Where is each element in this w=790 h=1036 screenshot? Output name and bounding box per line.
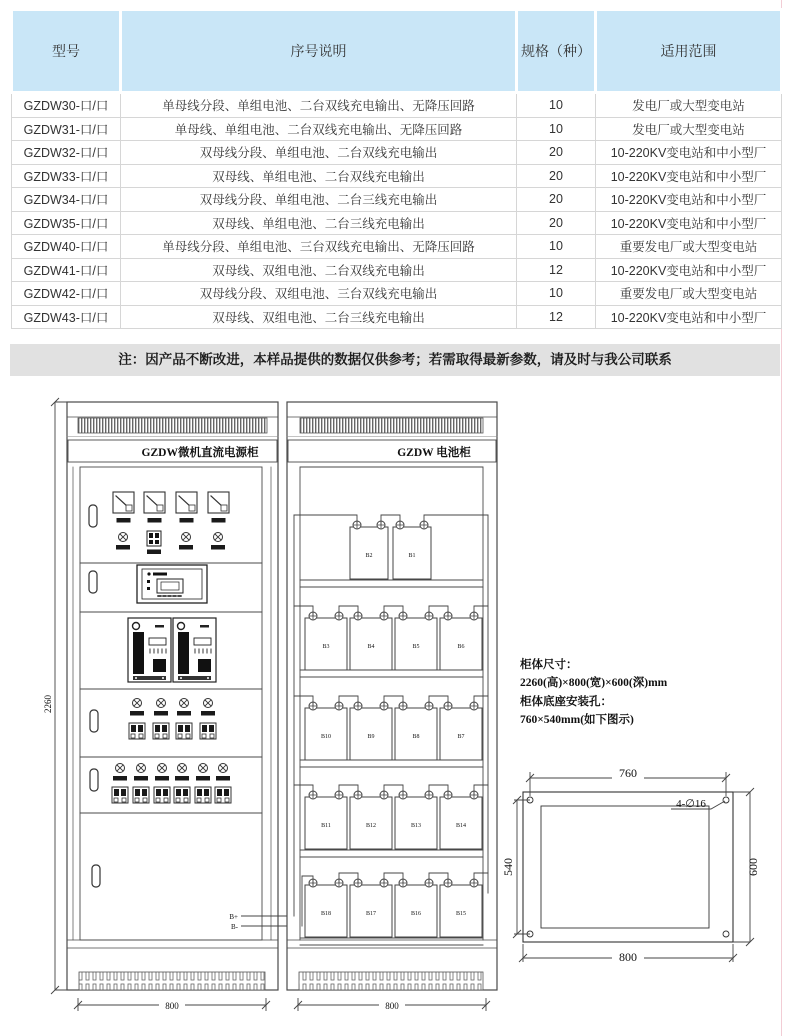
cell-model: GZDW34-口/口 — [12, 188, 121, 212]
cell-desc: 单母线分段、单组电池、三台双线充电输出、无降压回路 — [121, 235, 517, 259]
base-top-dim: 760 — [619, 766, 637, 780]
cell-model: GZDW40-口/口 — [12, 235, 121, 259]
battery-label: B5 — [412, 644, 420, 650]
cell-spec: 20 — [517, 211, 596, 235]
door-handle — [89, 571, 97, 593]
specs-line: 柜体底座安装孔： — [520, 695, 612, 708]
cell-spec: 20 — [517, 188, 596, 212]
circuit-breaker — [129, 723, 145, 739]
bottom-vent-grille — [79, 972, 265, 990]
cell-spec: 10 — [517, 282, 596, 306]
battery-label: B7 — [457, 734, 465, 740]
battery — [395, 791, 437, 849]
header-spec: 规格（种） — [517, 10, 596, 93]
battery — [395, 702, 437, 760]
battery-label: B14 — [455, 823, 467, 829]
power-cabinet — [67, 402, 278, 990]
table-row — [12, 164, 782, 188]
battery — [395, 879, 437, 937]
cell-model: GZDW32-口/口 — [12, 141, 121, 165]
power-cabinet-title: GZDW微机直流电源柜 — [141, 447, 259, 459]
battery-label: B18 — [320, 911, 332, 917]
header-model: 型号 — [12, 10, 121, 93]
battery — [440, 879, 482, 937]
battery-label: B10 — [320, 734, 332, 740]
table-row — [12, 93, 782, 118]
battery — [350, 791, 392, 849]
cell-range: 10-220KV变电站和中小型厂 — [596, 258, 782, 282]
cell-spec: 20 — [517, 164, 596, 188]
cell-model: GZDW31-口/口 — [12, 117, 121, 141]
bottom-vent-grille — [299, 972, 483, 990]
door-handle — [90, 710, 98, 732]
left-width-label: 800 — [165, 1001, 179, 1011]
base-right-dim: 600 — [746, 858, 760, 876]
cell-range: 10-220KV变电站和中小型厂 — [596, 164, 782, 188]
cell-desc: 单母线、单组电池、二台双线充电输出、无降压回路 — [121, 117, 517, 141]
note-bar: 注：因产品不断改进，本样品提供的数据仅供参考；若需取得最新参数，请及时与我公司联系 — [10, 344, 780, 376]
battery-label: B9 — [367, 734, 375, 740]
battery-label: B3 — [322, 644, 330, 650]
cell-range: 10-220KV变电站和中小型厂 — [596, 305, 782, 329]
cell-model: GZDW35-口/口 — [12, 211, 121, 235]
cell-spec: 10 — [517, 235, 596, 259]
width-dimension-left — [74, 998, 270, 1011]
right-width-label: 800 — [385, 1001, 399, 1011]
header-description: 序号说明 — [121, 10, 517, 93]
mounting-holes-callout: 4-∅16 — [676, 798, 706, 810]
battery — [440, 702, 482, 760]
battery — [350, 612, 392, 670]
circuit-breaker — [154, 787, 170, 803]
cell-spec: 12 — [517, 258, 596, 282]
battery-label: B16 — [410, 911, 422, 917]
cell-range: 重要发电厂或大型变电站 — [596, 282, 782, 306]
width-dimension-right — [294, 998, 490, 1011]
cell-desc: 双母线分段、双组电池、三台双线充电输出 — [121, 282, 517, 306]
charger-module — [128, 618, 171, 682]
battery — [440, 791, 482, 849]
cell-spec: 10 — [517, 117, 596, 141]
circuit-breaker — [176, 723, 192, 739]
cell-model: GZDW41-口/口 — [12, 258, 121, 282]
battery — [305, 791, 347, 849]
table-header-row — [12, 10, 782, 93]
battery — [393, 521, 431, 579]
battery-label: B13 — [410, 823, 422, 829]
door-handle — [89, 505, 97, 527]
cell-model: GZDW43-口/口 — [12, 305, 121, 329]
cell-desc: 单母线分段、单组电池、二台双线充电输出、无降压回路 — [121, 93, 517, 118]
cell-desc: 双母线分段、单组电池、二台三线充电输出 — [121, 188, 517, 212]
cell-range: 10-220KV变电站和中小型厂 — [596, 211, 782, 235]
battery-label: B1 — [408, 553, 416, 559]
charger-module — [173, 618, 216, 682]
table-row — [12, 282, 782, 306]
base-mounting-diagram — [501, 766, 760, 964]
b-plus-label: B+ — [229, 913, 238, 921]
cell-desc: 双母线分段、单组电池、二台双线充电输出 — [121, 141, 517, 165]
door-handle — [92, 865, 100, 887]
top-vent-grille — [300, 418, 483, 433]
battery — [350, 702, 392, 760]
cell-range: 10-220KV变电站和中小型厂 — [596, 188, 782, 212]
cell-spec: 10 — [517, 93, 596, 118]
table-row — [12, 258, 782, 282]
battery-label: B12 — [365, 823, 377, 829]
cell-range: 10-220KV变电站和中小型厂 — [596, 141, 782, 165]
battery-cabinet-title: GZDW 电池柜 — [397, 447, 471, 459]
cell-range: 发电厂或大型变电站 — [596, 117, 782, 141]
battery-label: B17 — [365, 911, 377, 917]
table-row — [12, 235, 782, 259]
cell-range: 重要发电厂或大型变电站 — [596, 235, 782, 259]
monitor-unit — [137, 565, 207, 603]
battery-label: B6 — [457, 644, 465, 650]
cell-spec: 12 — [517, 305, 596, 329]
circuit-breaker — [200, 723, 216, 739]
battery-label: B15 — [455, 911, 467, 917]
cell-range: 发电厂或大型变电站 — [596, 93, 782, 118]
cell-desc: 双母线、单组电池、二台三线充电输出 — [121, 211, 517, 235]
specs-line: 2260(高)×800(宽)×600(深)mm — [520, 677, 668, 690]
b-minus-label: B- — [231, 923, 238, 931]
circuit-breaker — [153, 723, 169, 739]
battery — [350, 521, 388, 579]
base-left-dim: 540 — [501, 858, 515, 876]
battery — [305, 879, 347, 937]
circuit-breaker — [195, 787, 211, 803]
door-handle — [90, 769, 98, 791]
cabinet-specs-block — [520, 656, 750, 730]
cell-model: GZDW42-口/口 — [12, 282, 121, 306]
battery — [350, 879, 392, 937]
top-vent-grille — [78, 418, 267, 433]
battery — [305, 702, 347, 760]
specs-line: 柜体尺寸： — [520, 659, 578, 671]
header-range: 适用范围 — [596, 10, 782, 93]
cell-desc: 双母线、双组电池、二台双线充电输出 — [121, 258, 517, 282]
table-row — [12, 117, 782, 141]
specs-line: 760×540mm(如下图示) — [520, 714, 634, 727]
battery — [440, 612, 482, 670]
cell-model: GZDW30-口/口 — [12, 93, 121, 118]
cell-desc: 双母线、双组电池、二台三线充电输出 — [121, 305, 517, 329]
table-row — [12, 305, 782, 329]
table-row — [12, 211, 782, 235]
base-bottom-dim: 800 — [619, 950, 637, 964]
circuit-breaker — [215, 787, 231, 803]
height-dimension — [43, 398, 67, 994]
battery-label: B11 — [321, 823, 331, 829]
battery — [305, 612, 347, 670]
cell-desc: 双母线、单组电池、二台双线充电输出 — [121, 164, 517, 188]
height-dim-label: 2260 — [43, 695, 53, 713]
cell-spec: 20 — [517, 141, 596, 165]
battery-cabinet — [287, 402, 497, 990]
circuit-breaker — [174, 787, 190, 803]
door-frame — [80, 467, 262, 940]
circuit-breaker — [112, 787, 128, 803]
cell-model: GZDW33-口/口 — [12, 164, 121, 188]
table-row — [12, 141, 782, 165]
battery-label: B4 — [367, 644, 375, 650]
table-row — [12, 188, 782, 212]
battery-label: B8 — [412, 734, 420, 740]
base-inner-rect — [541, 806, 709, 928]
circuit-breaker — [133, 787, 149, 803]
battery — [395, 612, 437, 670]
battery-label: B2 — [365, 553, 373, 559]
selector-switch — [147, 531, 161, 554]
product-spec-table — [10, 8, 783, 329]
mounting-hole — [723, 931, 729, 937]
